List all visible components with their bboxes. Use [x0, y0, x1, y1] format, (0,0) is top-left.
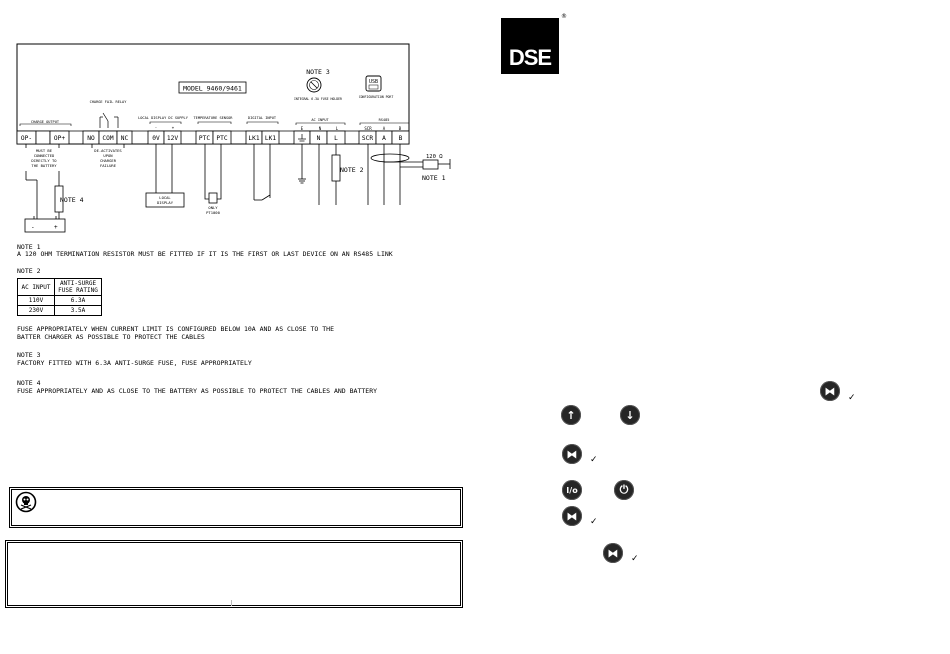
note3-text: FACTORY FITTED WITH 6.3A ANTI-SURGE FUSE, FUSE APPROPRIATELY [17, 359, 252, 367]
must-be-connected-text: MUST BE CONNECTED DIRECTLY TO THE BATTERY [31, 148, 57, 168]
terminal-op-minus: OP- [20, 135, 33, 142]
caution-box [5, 540, 463, 608]
note1-text: A 120 OHM TERMINATION RESISTOR MUST BE FITTED IF IT IS THE FIRST OR LAST DEVICE ON AN RS485 LINK [17, 250, 393, 258]
note2-text-1: FUSE APPROPRIATELY WHEN CURRENT LIMIT IS CONFIGURED BELOW 10A AND AS CLOSE TO THE [17, 325, 334, 333]
terminal-lk1-1: LK1 [248, 135, 260, 142]
table-row [18, 306, 102, 316]
tick-button-icon: ⧓ [603, 543, 623, 563]
relay-symbol [100, 113, 118, 128]
note4-title: NOTE 4 [17, 379, 41, 387]
terminal-l: L [334, 135, 338, 142]
terminal-op-plus: OP+ [53, 135, 66, 142]
terminal-com: COM [102, 135, 114, 142]
termination-resistor-symbol [423, 160, 438, 169]
tick-mark: ✓ [631, 554, 639, 564]
terminal-n: N [316, 135, 321, 142]
scroll-up-button-icon: ↑ [561, 405, 581, 425]
table-cell: 110V [18, 296, 55, 306]
usb-icon-text: USB [368, 79, 379, 85]
terminal-strip [17, 131, 409, 144]
terminal-12v: 12V [166, 135, 179, 142]
tick-mark: ✓ [590, 517, 598, 527]
caution-box-divider [231, 600, 232, 606]
note2-title: NOTE 2 [17, 267, 41, 275]
tick-button-icon: ⧓ [562, 506, 582, 526]
note3-title: NOTE 3 [17, 351, 41, 359]
note1-diagram-label: NOTE 1 [422, 174, 446, 182]
usb-port-label: CONFIGURATION PORT [358, 95, 394, 99]
group-charge-fail-relay: CHARGE FAIL RELAY [89, 100, 127, 104]
table-header-ac-input: AC INPUT [18, 279, 55, 296]
terminal-a: A [382, 135, 386, 142]
local-display-text: LOCAL DISPLAY [156, 195, 174, 205]
group-rs485: RS485 [378, 118, 390, 122]
resistor-label: 120 Ω [426, 154, 443, 160]
note2-fuse-symbol [332, 155, 340, 181]
power-button-icon: ⏻ [614, 480, 634, 500]
danger-skull-icon [15, 491, 37, 513]
scroll-down-button-icon: ↓ [620, 405, 640, 425]
stop-start-button-icon: I/o [562, 480, 582, 500]
terminal-ptc-2: PTC [216, 135, 228, 142]
group-temperature-sensor: TEMPERATURE SENSOR [193, 116, 233, 120]
battery-minus-label: - [31, 224, 35, 231]
note1-title: NOTE 1 [17, 243, 41, 251]
dc-minus-label: - [154, 125, 158, 130]
note2-text-2: BATTER CHARGER AS POSSIBLE TO PROTECT THE CABLES [17, 333, 205, 341]
tick-mark: ✓ [848, 393, 856, 403]
fuse-rating-table [17, 278, 102, 316]
deactivates-text: DE-ACTIVATES UPON CHARGER FAILURE [94, 148, 122, 168]
wiring-diagram [0, 0, 470, 410]
table-header-row [18, 279, 102, 296]
terminal-nc: NC [120, 135, 129, 142]
terminal-no: NO [87, 135, 95, 142]
battery-plus-label: + [54, 224, 58, 231]
pt1000-sensor-symbol [209, 193, 217, 203]
note4-text: FUSE APPROPRIATELY AND AS CLOSE TO THE BATTERY AS POSSIBLE TO PROTECT THE CABLES AND BATTERY [17, 387, 378, 395]
ac-l-label: L [335, 126, 339, 131]
fuse-holder-label: INTEGRAL 6.3A FUSE HOLDER [294, 97, 342, 101]
table-header-fuse-rating: ANTI-SURGE FUSE RATING [55, 279, 102, 296]
terminal-ptc-1: PTC [198, 135, 211, 142]
group-charge-output: CHARGE OUTPUT [30, 120, 60, 124]
group-local-display: LOCAL DISPLAY DC SUPPLY [138, 116, 188, 120]
dse-logo: DSE [501, 18, 559, 74]
tick-button-icon: ⧓ [820, 381, 840, 401]
terminal-lk1-2: LK1 [264, 135, 277, 142]
warning-box [9, 487, 463, 528]
table-cell: 6.3A [55, 296, 102, 306]
terminal-scr: SCR [361, 135, 374, 142]
ac-e-label: E [300, 126, 304, 131]
model-label: MODEL 9460/9461 [183, 84, 242, 93]
rs485-a-label: A [382, 126, 386, 131]
registered-mark: ® [561, 13, 567, 20]
rs485-scr-label: SCR [364, 126, 372, 131]
module-outline [17, 44, 409, 144]
group-ac-input: AC INPUT [311, 118, 329, 122]
table-cell: 3.5A [55, 306, 102, 316]
terminal-b: B [398, 135, 403, 142]
terminal-0v: 0V [152, 135, 160, 142]
rs485-b-label: B [398, 126, 402, 131]
ac-n-label: N [318, 126, 322, 131]
dc-plus-label: + [171, 125, 175, 130]
table-row [18, 296, 102, 306]
group-digital-input: DIGITAL INPUT [247, 116, 277, 120]
note4-diagram-label: NOTE 4 [60, 196, 84, 204]
table-cell: 230V [18, 306, 55, 316]
note3-diagram-label: NOTE 3 [306, 68, 330, 76]
only-pt1000-text: ONLY PT1000 [206, 205, 220, 215]
tick-button-icon: ⧓ [562, 444, 582, 464]
note2-diagram-label: NOTE 2 [340, 166, 364, 174]
tick-mark: ✓ [590, 455, 598, 465]
